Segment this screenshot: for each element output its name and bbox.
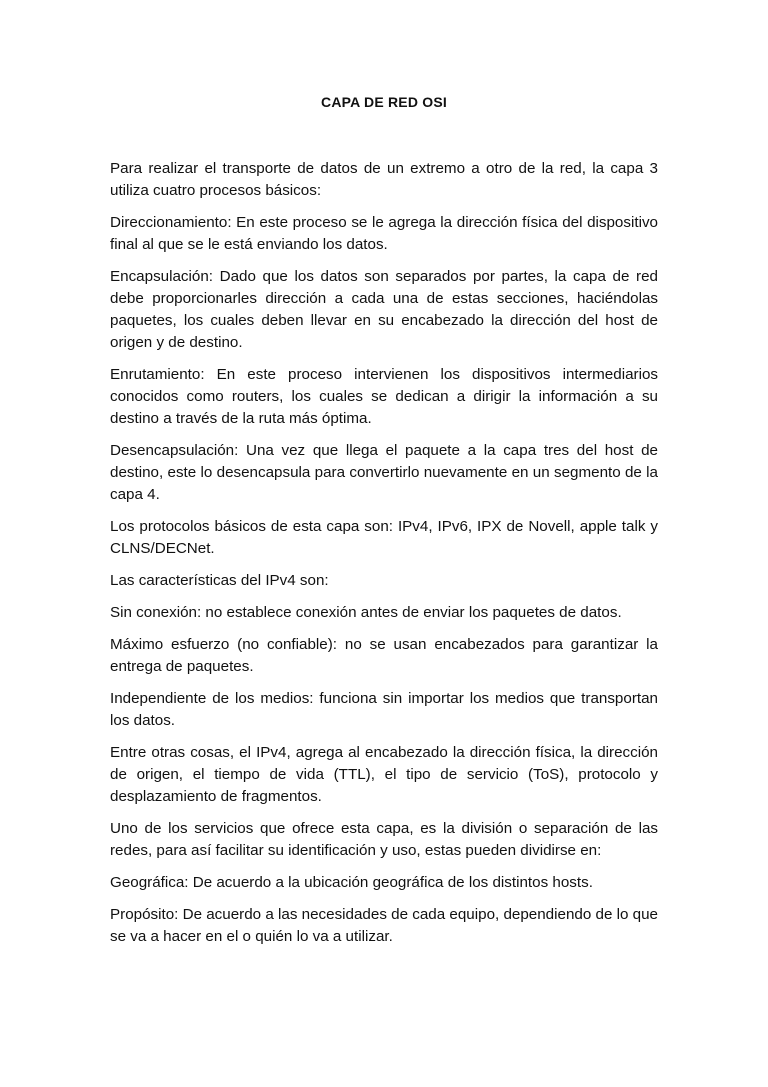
paragraph-sin-conexion: Sin conexión: no establece conexión antes de enviar los paquetes de datos. — [110, 604, 622, 621]
document-body — [110, 158, 658, 958]
paragraph-maximo-esfuerzo: Máximo esfuerzo (no confiable): no se usan encabezados para garantizar la entrega de paquetes. — [110, 636, 658, 675]
paragraph-division-redes: Uno de los servicios que ofrece esta capa, es la división o separación de las redes, para así facilitar su identificación y uso, estas pueden dividirse en: — [110, 820, 658, 859]
paragraph-enrutamiento: Enrutamiento: En este proceso intervienen los dispositivos intermediarios conocidos como routers, los cuales se dedican a dirigir la información a su destino a través de la ruta más óptima. — [110, 366, 658, 427]
paragraph-caracteristicas-ipv4: Las características del IPv4 son: — [110, 572, 329, 589]
paragraph-desencapsulacion: Desencapsulación: Una vez que llega el paquete a la capa tres del host de destino, este lo desencapsula para convertirlo nuevamente en un segmento de la capa 4. — [110, 442, 658, 503]
paragraph-proposito: Propósito: De acuerdo a las necesidades de cada equipo, dependiendo de lo que se va a hacer en el o quién lo va a utilizar. — [110, 906, 659, 945]
paragraph-direccionamiento: Direccionamiento: En este proceso se le agrega la dirección física del dispositivo final al que se le está enviando los datos. — [110, 214, 658, 253]
paragraph-encabezado-ipv4: Entre otras cosas, el IPv4, agrega al encabezado la dirección física, la dirección de origen, el tiempo de vida (TTL), el tipo de servicio (ToS), protocolo y desplazamiento de fragmentos. — [110, 744, 658, 805]
paragraph-intro: Para realizar el transporte de datos de un extremo a otro de la red, la capa 3 utiliza cuatro procesos básicos: — [110, 160, 658, 199]
paragraph-encapsulacion: Encapsulación: Dado que los datos son separados por partes, la capa de red debe proporcionarles dirección a cada una de estas secciones, haciéndolas paquetes, los cuales deben llevar en su encabezado la dirección del host de origen y de destino. — [110, 268, 658, 351]
paragraph-geografica: Geográfica: De acuerdo a la ubicación geográfica de los distintos hosts. — [110, 874, 593, 891]
paragraph-independiente-medios: Independiente de los medios: funciona sin importar los medios que transportan los datos. — [110, 690, 658, 729]
paragraph-protocolos: Los protocolos básicos de esta capa son: IPv4, IPv6, IPX de Novell, apple talk y CLNS/DECNet. — [110, 518, 658, 557]
document-title: CAPA DE RED OSI — [321, 94, 447, 110]
